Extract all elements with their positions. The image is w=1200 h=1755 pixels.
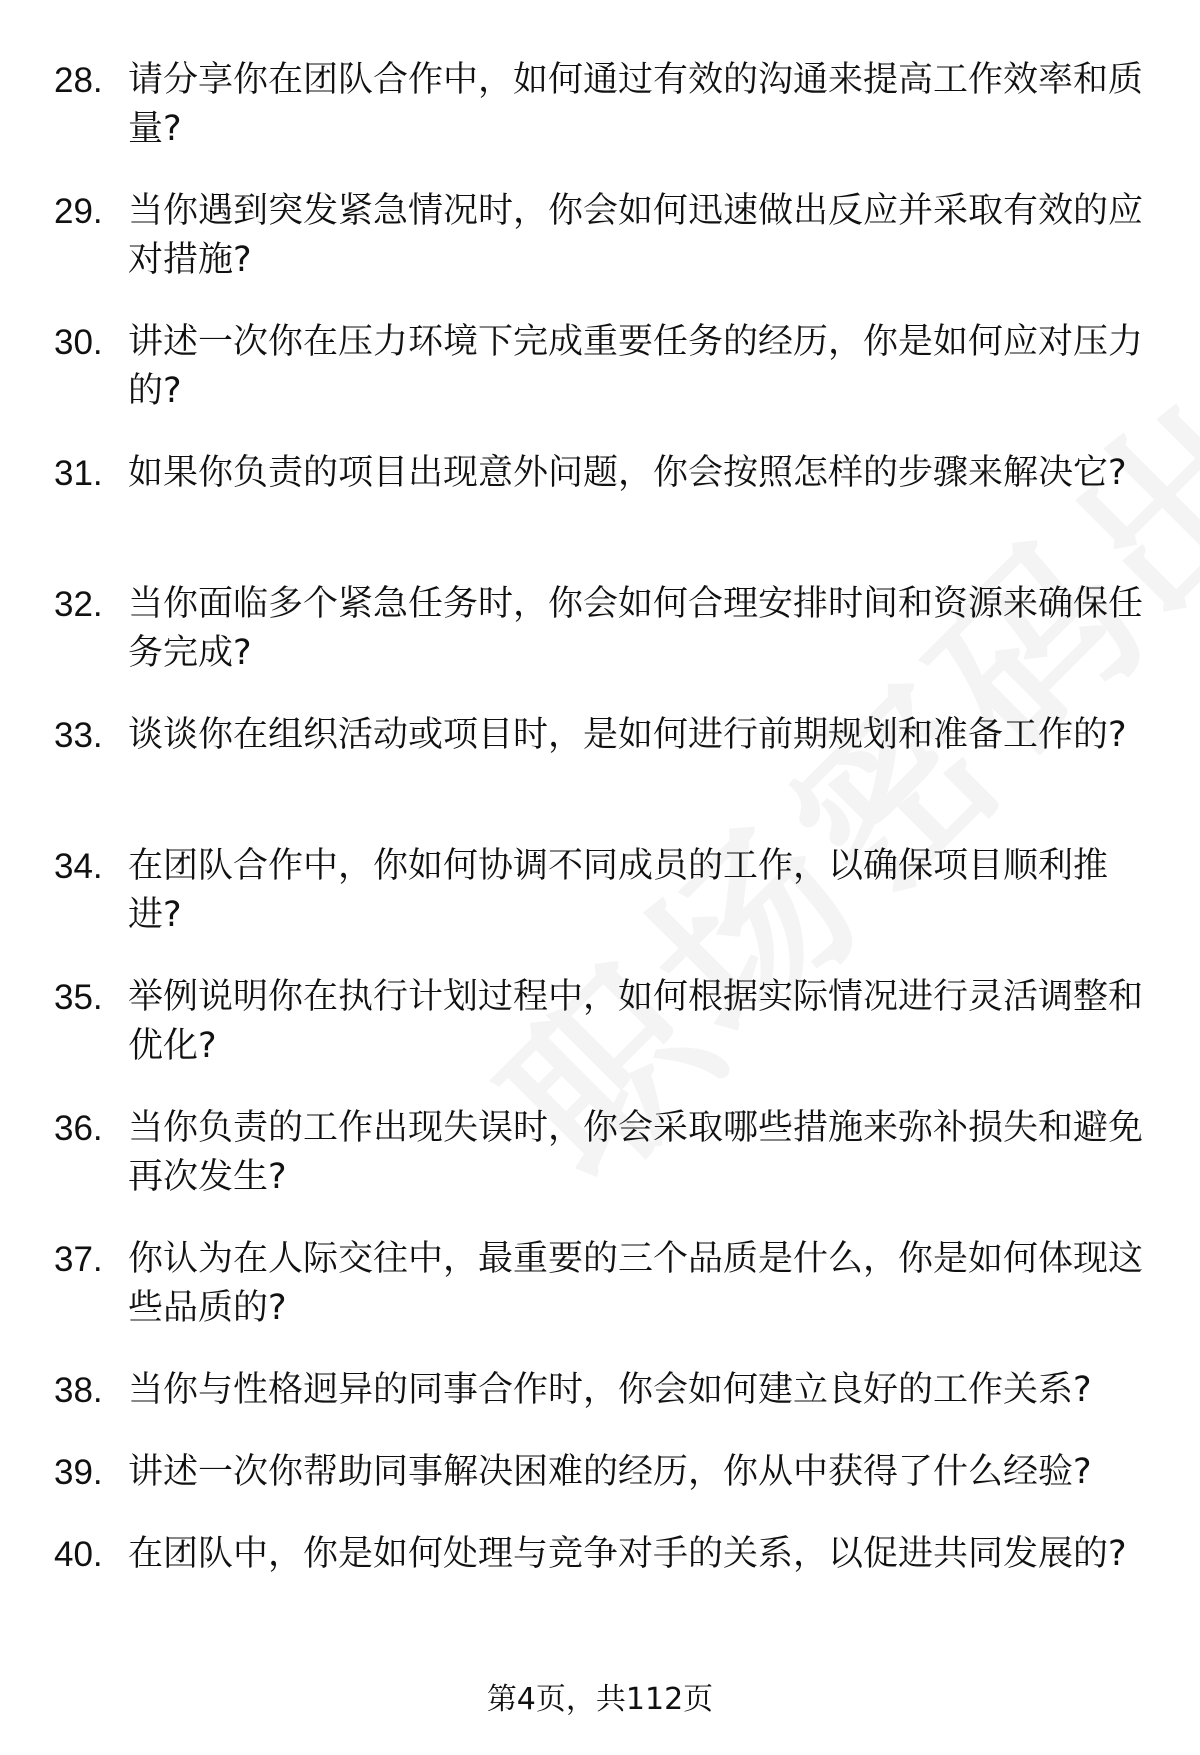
question-text: 请分享你在团队合作中，如何通过有效的沟通来提高工作效率和质量? bbox=[128, 60, 1144, 149]
question-text: 在团队合作中，你如何协调不同成员的工作，以确保项目顺利推进? bbox=[128, 846, 1109, 935]
list-item bbox=[0, 842, 1200, 940]
question-text: 谈谈你在组织活动或项目时，是如何进行前期规划和准备工作的? bbox=[128, 715, 1127, 755]
list-item bbox=[0, 973, 1200, 1071]
question-number: 37. bbox=[54, 1240, 103, 1279]
list-item bbox=[0, 56, 1200, 154]
page-number-footer: 第4页，共112页 bbox=[486, 1682, 714, 1717]
question-text: 讲述一次你在压力环境下完成重要任务的经历，你是如何应对压力的? bbox=[128, 322, 1144, 411]
list-item bbox=[0, 711, 1200, 809]
question-text: 讲述一次你帮助同事解决困难的经历，你从中获得了什么经验? bbox=[128, 1452, 1092, 1492]
question-text: 当你遇到突发紧急情况时，你会如何迅速做出反应并采取有效的应对措施? bbox=[128, 191, 1144, 280]
question-number: 36. bbox=[54, 1109, 103, 1148]
question-text: 当你与性格迥异的同事合作时，你会如何建立良好的工作关系? bbox=[128, 1370, 1092, 1410]
list-item bbox=[0, 1104, 1200, 1202]
question-number: 38. bbox=[54, 1371, 103, 1410]
list-item bbox=[0, 449, 1200, 547]
list-item bbox=[0, 1530, 1200, 1628]
question-text: 当你负责的工作出现失误时，你会采取哪些措施来弥补损失和避免再次发生? bbox=[128, 1108, 1144, 1197]
list-item bbox=[0, 1235, 1200, 1333]
question-list bbox=[0, 56, 1200, 1661]
question-text: 当你面临多个紧急任务时，你会如何合理安排时间和资源来确保任务完成? bbox=[128, 584, 1144, 673]
question-number: 35. bbox=[54, 978, 103, 1017]
question-number: 28. bbox=[54, 61, 103, 100]
question-number: 34. bbox=[54, 847, 103, 886]
question-number: 31. bbox=[54, 454, 103, 493]
question-number: 30. bbox=[54, 323, 103, 362]
question-number: 39. bbox=[54, 1453, 103, 1492]
question-number: 32. bbox=[54, 585, 103, 624]
question-text: 你认为在人际交往中，最重要的三个品质是什么，你是如何体现这些品质的? bbox=[128, 1239, 1144, 1328]
list-item bbox=[0, 1366, 1200, 1415]
list-item bbox=[0, 580, 1200, 678]
question-text: 举例说明你在执行计划过程中，如何根据实际情况进行灵活调整和优化? bbox=[128, 977, 1144, 1066]
question-text: 如果你负责的项目出现意外问题，你会按照怎样的步骤来解决它? bbox=[128, 453, 1127, 493]
list-item bbox=[0, 318, 1200, 416]
list-item bbox=[0, 1448, 1200, 1497]
list-item bbox=[0, 187, 1200, 285]
question-number: 33. bbox=[54, 716, 103, 755]
question-number: 40. bbox=[54, 1535, 103, 1574]
question-text: 在团队中，你是如何处理与竞争对手的关系，以促进共同发展的? bbox=[128, 1534, 1127, 1574]
question-number: 29. bbox=[54, 192, 103, 231]
